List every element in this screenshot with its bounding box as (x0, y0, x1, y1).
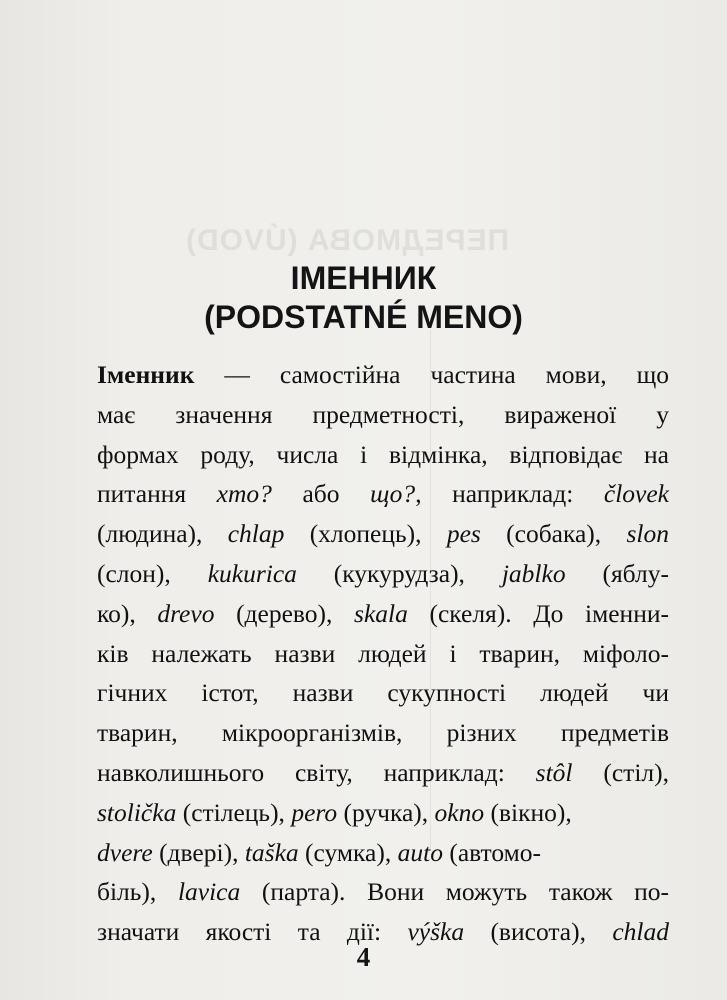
text-line-8 (97, 634, 669, 674)
text-line-13 (97, 833, 669, 873)
slovak-word: pero (291, 797, 338, 827)
slovak-word: taška (244, 837, 299, 867)
text-line-9 (97, 673, 669, 713)
text-run: біль), (97, 877, 178, 907)
text-run: (слон), (97, 558, 208, 588)
text-line-10 (97, 713, 669, 753)
text-run: (стіл), (572, 757, 669, 787)
text-line-6 (97, 554, 669, 594)
text-run: (висота), (464, 917, 613, 947)
slovak-word: dvere (97, 837, 153, 867)
body-paragraph (97, 355, 669, 952)
slovak-word: človek (603, 479, 669, 509)
slovak-word: stolička (97, 797, 177, 827)
text-run: формах роду, числа і відмінка, відповідає на (97, 439, 669, 469)
text-run: — самостійна частина мови, що (194, 360, 669, 389)
section-title: ІМЕННИК (290, 260, 437, 296)
text-run: або (271, 479, 371, 509)
text-run: має значення предметності, вираженої у (97, 399, 669, 429)
text-run: (дерево), (214, 598, 355, 628)
text-run: ко), (97, 598, 158, 628)
slovak-word: lavica (177, 877, 241, 907)
text-run: (парта). Вони можуть також по- (240, 877, 669, 907)
text-run: , наприклад: (415, 479, 604, 509)
slovak-word: jablko (501, 558, 566, 588)
text-run: (двері), (152, 837, 245, 867)
text-line-3 (97, 435, 669, 475)
text-line-11 (97, 753, 669, 793)
section-subtitle: (PODSTATNÉ MENO) (204, 299, 523, 335)
text-line-5 (97, 514, 669, 554)
text-line-7 (97, 594, 669, 634)
text-run: питання (97, 479, 217, 509)
slovak-word: skala (354, 598, 408, 628)
slovak-word: chlap (227, 519, 285, 549)
text-line-2 (97, 395, 669, 435)
text-run: (кукурудза), (296, 558, 502, 588)
text-run: ків належать назви людей і тварин, міфоло- (97, 638, 669, 668)
page-number: 4 (356, 942, 371, 972)
slovak-word: pes (446, 519, 481, 549)
slovak-word: slon (626, 519, 669, 549)
text-line-14 (97, 872, 669, 912)
text-run: (людина), (97, 519, 228, 549)
slovak-word: výška (407, 917, 465, 947)
text-run: (сумка), (298, 837, 398, 867)
text-run: (автомо- (442, 837, 542, 867)
text-run: (стілець), (176, 797, 292, 827)
text-line-1 (97, 355, 669, 395)
text-run: (хлопець), (284, 519, 447, 549)
text-run: тварин, мікроорганізмів, різних предметів (97, 718, 669, 748)
text-run: (скеля). До іменни- (407, 598, 669, 628)
slovak-word: auto (397, 837, 443, 867)
text-run: (вікно), (484, 797, 572, 827)
text-run: навколишнього світу, наприклад: (97, 757, 536, 787)
slovak-word: okno (434, 797, 485, 827)
bleed-through-title: ПЕРЕДМОВА (ÚVOD) (185, 224, 510, 257)
slovak-word: kukurica (207, 558, 297, 588)
text-run: значати якості та дії: (97, 917, 408, 947)
defined-term: Іменник (97, 360, 195, 389)
text-line-4 (97, 474, 669, 514)
text-line-12 (97, 793, 669, 833)
italic-term: що? (370, 479, 416, 509)
italic-term: хто? (216, 479, 272, 509)
text-run: гічних істот, назви сукупності людей чи (97, 678, 669, 708)
text-run: (собака), (480, 519, 627, 549)
slovak-word: drevo (157, 598, 215, 628)
slovak-word: chlad (612, 917, 669, 947)
text-run: (ручка), (337, 797, 435, 827)
slovak-word: stôl (535, 757, 573, 787)
text-run: (яблу- (565, 558, 669, 588)
